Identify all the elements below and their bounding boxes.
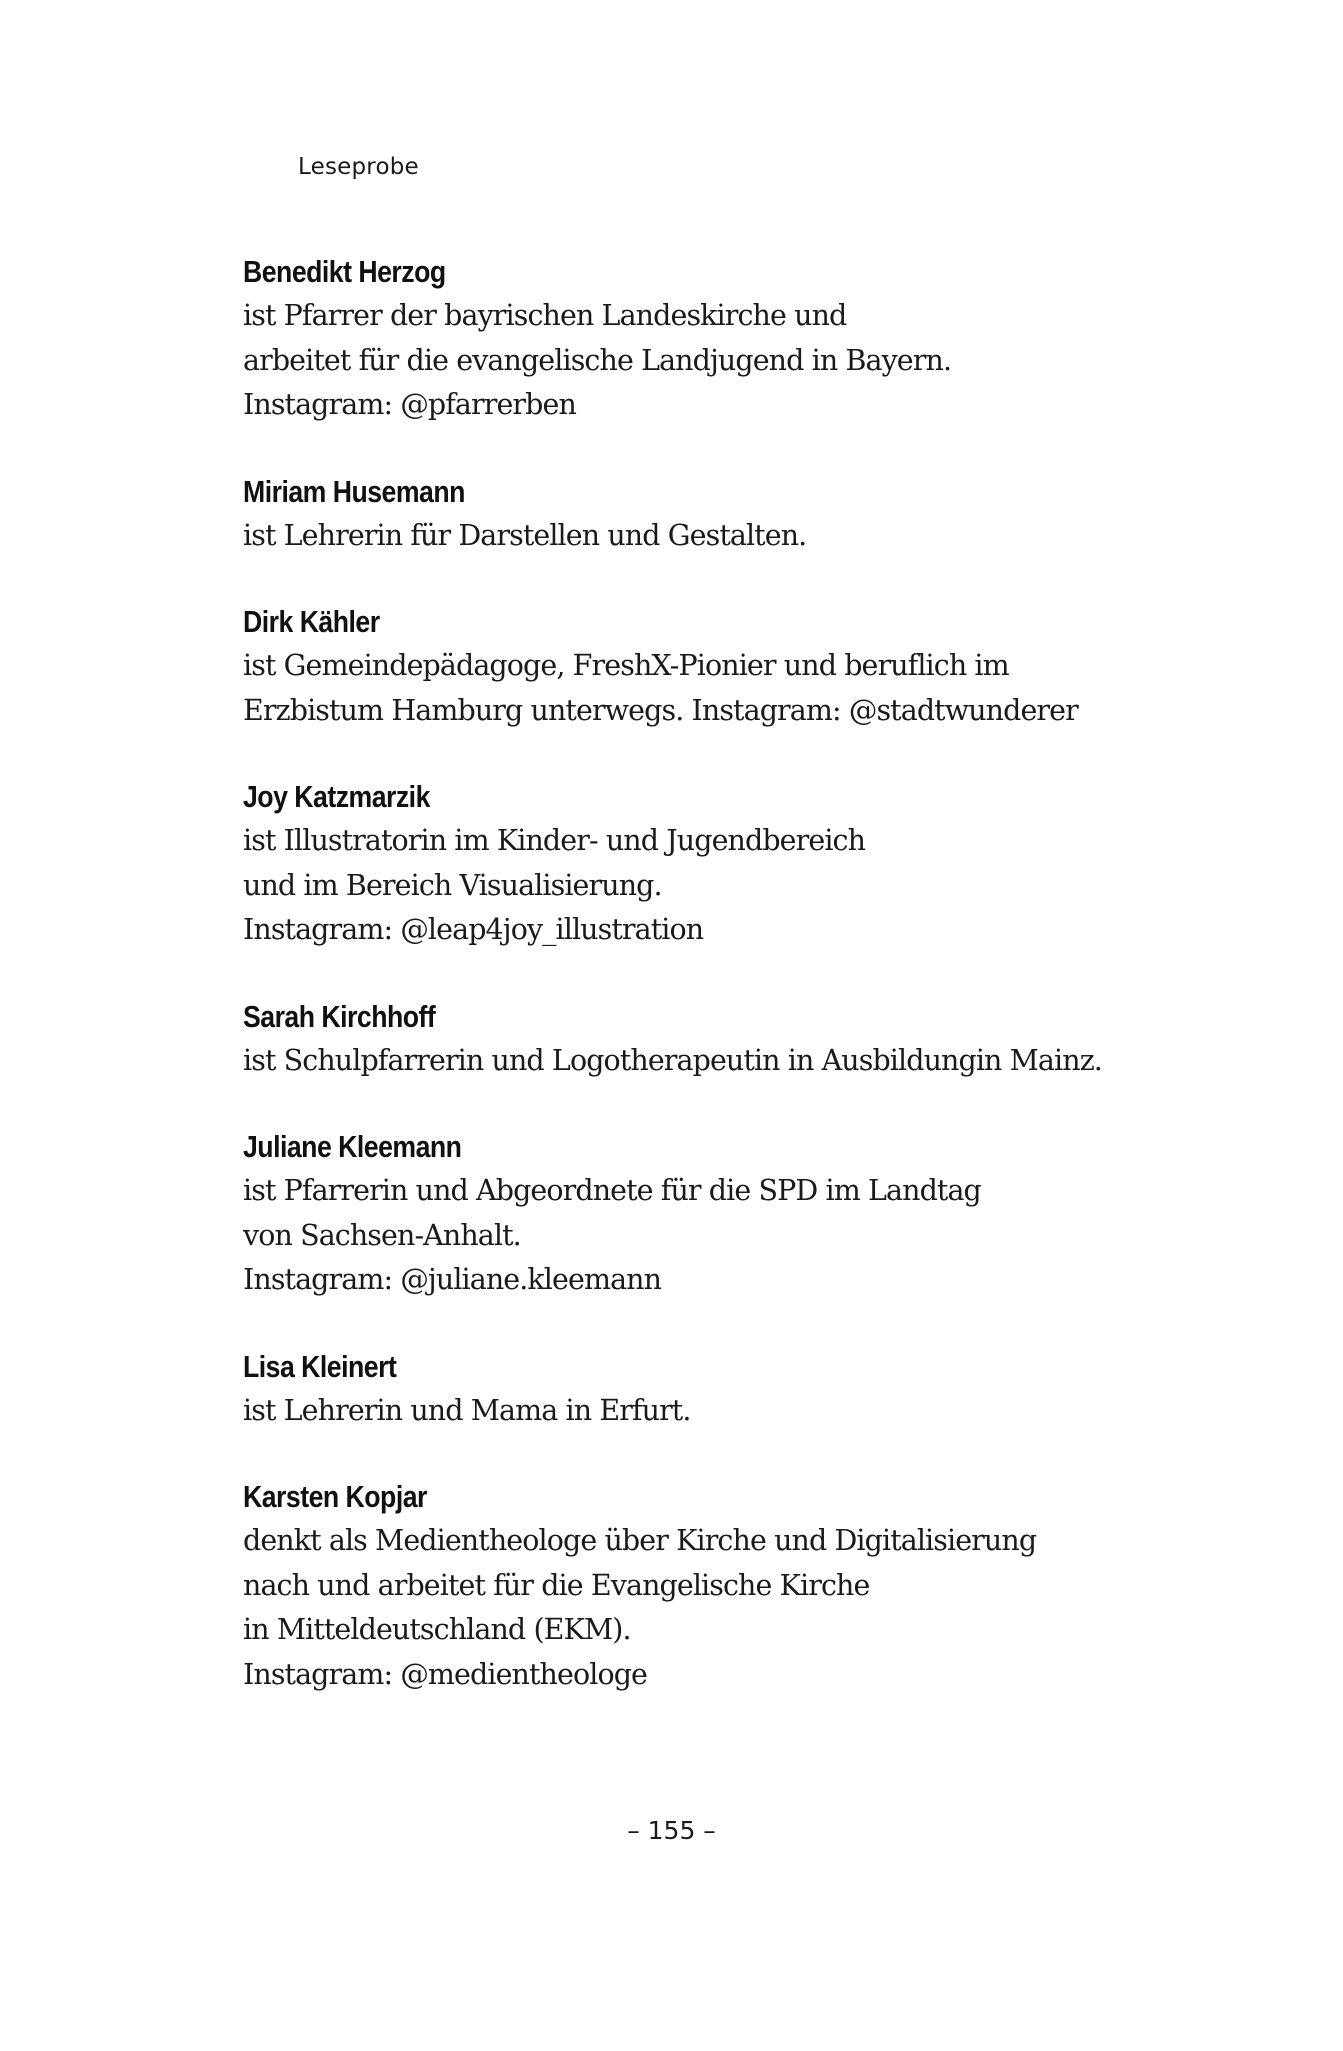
contributor-entry [243,250,1243,428]
contributor-name: Miriam Husemann [243,473,465,509]
contributor-description [243,514,1243,559]
contributor-entry [243,995,1243,1084]
contributor-description [243,819,1243,953]
contributor-description [243,1039,1243,1084]
page-number: – 155 – [627,1816,716,1845]
contributor-description [243,1389,1243,1434]
description-line: ist Lehrerin und Mama in Erfurt. [243,1393,691,1427]
contributor-entry [243,470,1243,559]
description-line: in Mitteldeutschland (EKM). [243,1613,631,1646]
description-line: ist Gemeindepädagoge, FreshX-Pionier und beruflich im [243,649,1009,682]
description-line: von Sachsen-Anhalt. [243,1218,521,1252]
description-line: ist Illustratorin im Kinder- und Jugendbereich [243,824,866,857]
contributor-name: Sarah Kirchhoff [243,998,436,1034]
contributor-description [243,1169,1243,1303]
description-line: ist Lehrerin für Darstellen und Gestalten. [243,518,807,552]
contributor-description [243,644,1243,733]
contributor-name: Juliane Kleemann [243,1129,462,1164]
description-line: ist Schulpfarrerin und Logotherapeutin in Ausbildungin Mainz. [243,1043,1102,1077]
description-line: und im Bereich Visualisierung. [243,868,662,902]
description-line: ist Pfarrerin und Abgeordnete für die SPD im Landtag [243,1174,981,1207]
description-line: Erzbistum Hamburg unterwegs. Instagram: @stadtwunderer [243,693,1078,727]
contributor-entry [243,775,1243,953]
description-line: Instagram: @leap4joy_illustration [243,913,704,946]
description-line: ist Pfarrer der bayrischen Landeskirche und [243,299,847,332]
contributor-entry [243,600,1243,733]
contributor-list [243,250,1243,1697]
contributor-description [243,294,1243,428]
contributor-entry [243,1125,1243,1303]
contributor-entry [243,1475,1243,1697]
description-line: denkt als Medientheologe über Kirche und Digitalisierung [243,1524,1037,1557]
description-line: arbeitet für die evangelische Landjugend in Bayern. [243,343,952,377]
description-line: Instagram: @pfarrerben [243,388,576,421]
description-line: Instagram: @juliane.kleemann [243,1263,662,1296]
contributor-name: Lisa Kleinert [243,1348,397,1384]
contributor-description [243,1519,1243,1697]
description-line: Instagram: @medientheologe [243,1657,648,1691]
contributor-entry [243,1345,1243,1434]
running-header: Leseprobe [298,154,419,180]
description-line: nach und arbeitet für die Evangelische Kirche [243,1568,870,1602]
contributor-name: Joy Katzmarzik [243,779,430,814]
contributor-name: Dirk Kähler [243,604,380,639]
contributor-name: Karsten Kopjar [243,1479,427,1514]
contributor-name: Benedikt Herzog [243,254,446,289]
